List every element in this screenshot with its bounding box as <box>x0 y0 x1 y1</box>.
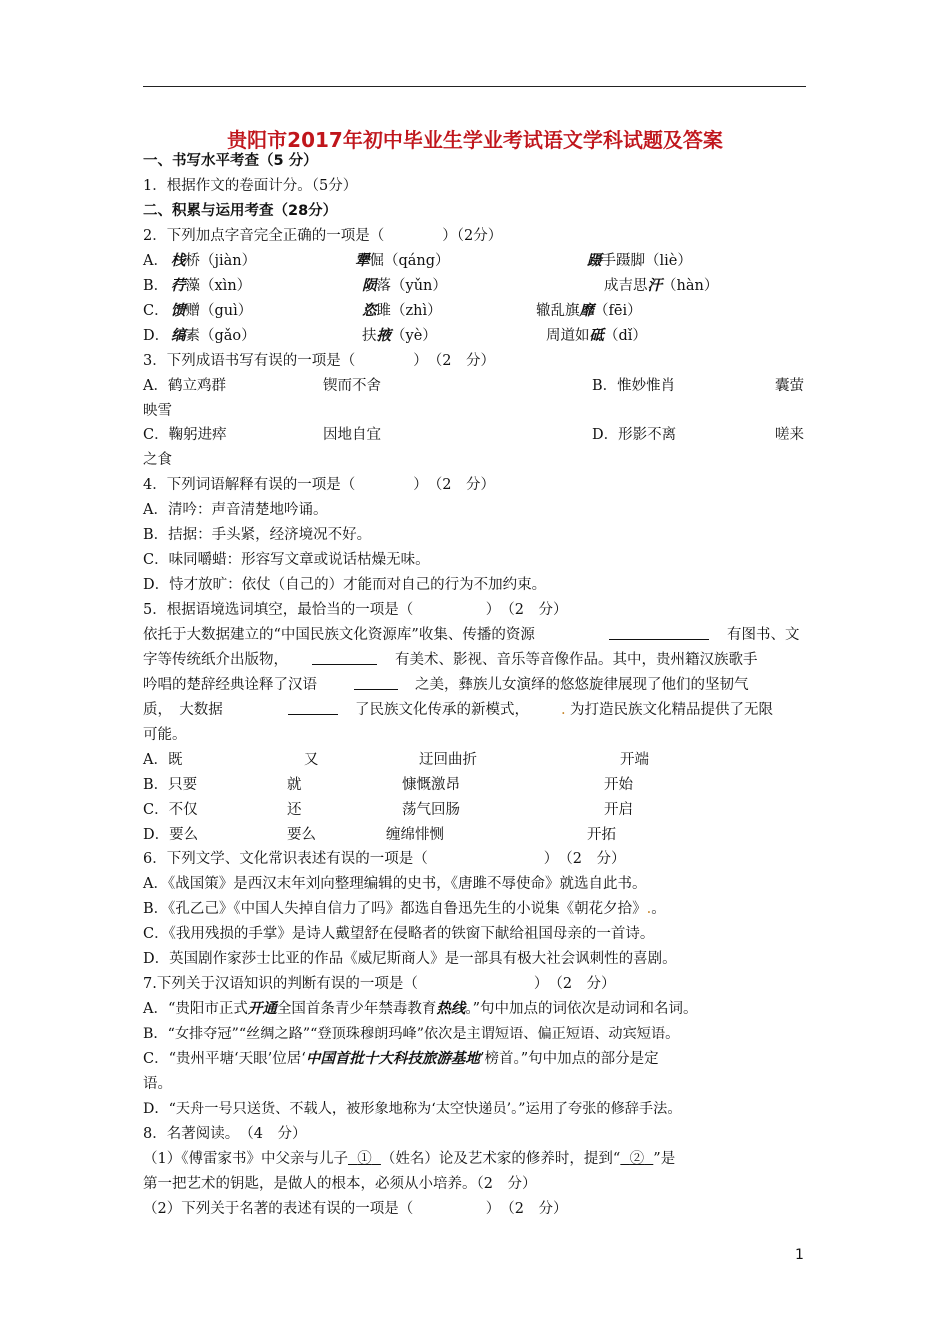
question-4-stem: 4．下列词语解释有误的一项是（ ） （2 分） <box>143 477 495 493</box>
question-1: 1．根据作文的卷面计分。（5分） <box>143 178 358 194</box>
question-6-option-b: B．《孔乙己》《中国人失掉自信力了吗》都选自鲁迅先生的小说集《朝花夕拾》.。 <box>143 901 666 917</box>
question-8-sub-2: （2）下列关于名著的表述有误的一项是（ ） （2 分） <box>143 1201 568 1217</box>
section-2-heading: 二、积累与运用考查（28分） <box>143 203 338 219</box>
question-3-wrap-1: 映雪 <box>143 403 172 419</box>
question-6-option-d: D．英国剧作家莎士比亚的作品《威尼斯商人》是一部具有极大社会讽刺性的喜剧。 <box>143 951 677 967</box>
question-7-option-d: D．“天舟一号只送货、不载人，被形象地称为‘太空快递员’。”运用了夸张的修辞手法。 <box>143 1101 682 1117</box>
question-6-stem: 6．下列文学、文化常识表述有误的一项是（ ） （2 分） <box>143 851 626 867</box>
question-8-stem: 8．名著阅读。 （4 分） <box>143 1126 307 1142</box>
header-rule <box>143 86 806 87</box>
question-5-stem: 5．根据语境选词填空，最恰当的一项是（ ） （2 分） <box>143 602 568 618</box>
question-3-wrap-2: 之食 <box>143 452 172 468</box>
page-number: 1 <box>795 1247 804 1263</box>
question-7-stem: 7.下列关于汉语知识的判断有误的一项是（ ） （2 分） <box>143 976 616 992</box>
question-7-option-c: C．“贵州平塘‘天眼’位居‘中国首批十大科技旅游基地’榜首。”句中加点的部分是定 <box>143 1050 659 1067</box>
question-4-option-d: D．恃才放旷：依仗（自己的）才能而对自己的行为不加约束。 <box>143 577 547 593</box>
question-7-option-a: A．“贵阳市正式开通全国首条青少年禁毒教育热线。”句中加点的词依次是动词和名词。 <box>143 1000 698 1017</box>
question-3-stem: 3．下列成语书写有误的一项是（ ） （2 分） <box>143 353 495 369</box>
question-4-option-c: C．味同嚼蜡：形容写文章或说话枯燥无味。 <box>143 552 430 568</box>
question-2-stem: 2．下列加点字音完全正确的一项是（ ）（2分） <box>143 228 503 244</box>
question-7-option-b: B．“女排夺冠”“丝绸之路”“登顶珠穆朗玛峰”依次是主谓短语、偏正短语、动宾短语。 <box>143 1026 680 1042</box>
question-7-option-c-wrap: 语。 <box>143 1076 172 1092</box>
section-1-heading: 一、书写水平考查（5 分） <box>143 153 318 169</box>
question-8-sub-1-wrap: 第一把艺术的钥匙，是做人的根本，必须从小培养。（2 分） <box>143 1176 537 1192</box>
question-5-passage-line-5: 可能。 <box>143 727 187 743</box>
page-title: 贵阳市2017年初中毕业生学业考试语文学科试题及答案 <box>227 128 723 152</box>
question-6-option-c: C．《我用残损的手掌》是诗人戴望舒在侵略者的铁窗下献给祖国母亲的一首诗。 <box>143 926 655 942</box>
question-6-option-a: A．《战国策》是西汉末年刘向整理编辑的史书，《唐雎不辱使命》就选自此书。 <box>143 876 647 892</box>
question-4-option-a: A．清吟：声音清楚地吟诵。 <box>143 502 328 518</box>
question-4-option-b: B．拮据：手头紧，经济境况不好。 <box>143 527 372 543</box>
question-8-sub-1: （1）《傅雷家书》中父亲与儿子 ① （姓名）论及艺术家的修养时，提到“ ② ”是 <box>143 1151 676 1167</box>
